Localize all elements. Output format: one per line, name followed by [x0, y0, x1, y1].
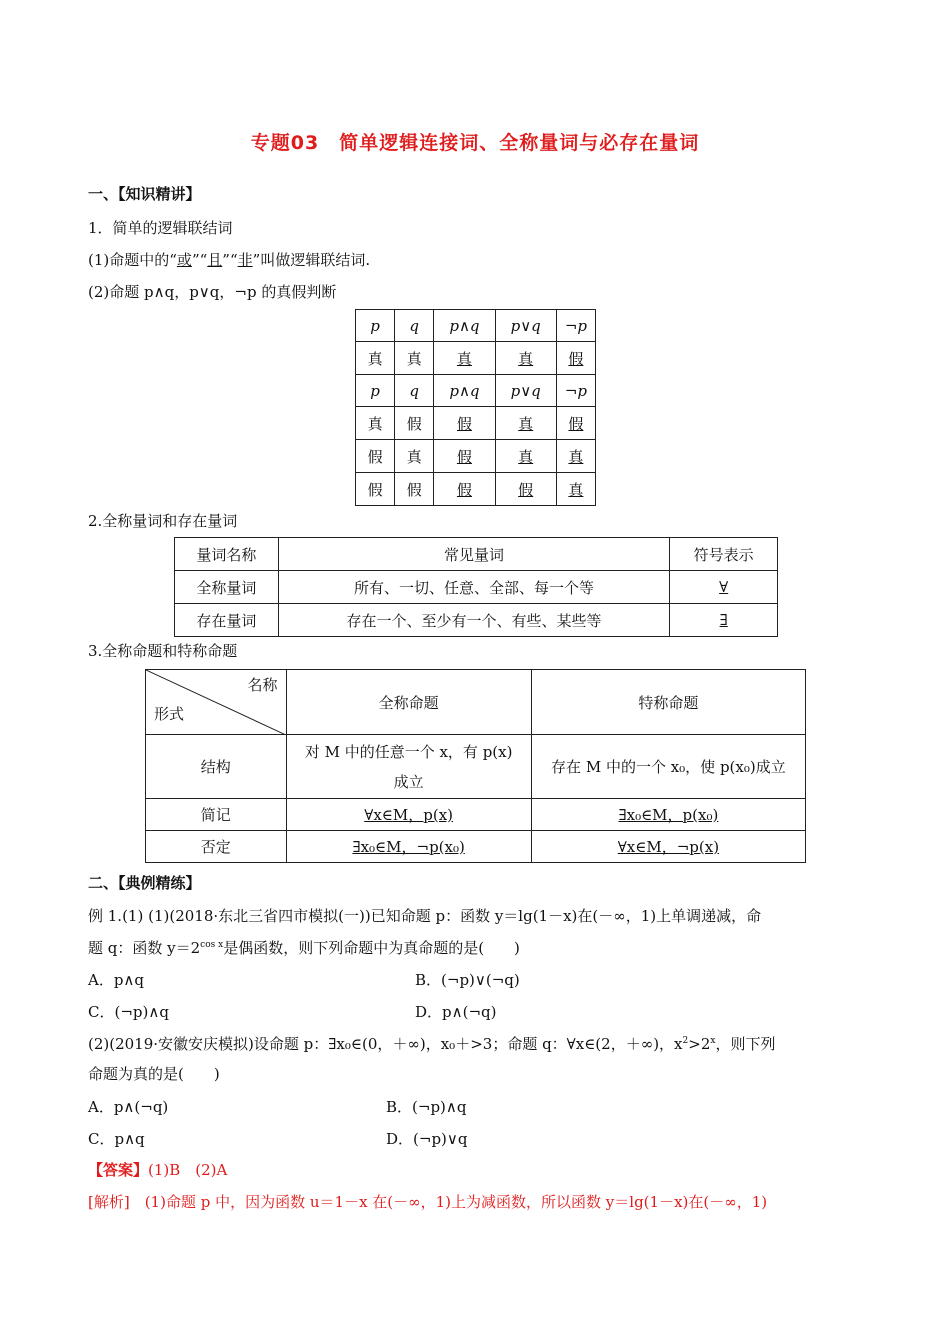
ex2-option-b: B．(¬p)∧q	[386, 1098, 467, 1116]
ex1-option-c: C．(¬p)∧q	[88, 1003, 169, 1021]
ex2-option-d: D．(¬p)∨q	[386, 1130, 468, 1148]
tt-cell: 真	[495, 407, 556, 440]
qt-header: 符号表示	[670, 538, 778, 571]
tt-cell: 真	[356, 342, 395, 375]
tt-cell: 真	[495, 342, 556, 375]
pt-corner-top: 名称	[247, 676, 278, 694]
tt-cell: 真	[356, 407, 395, 440]
answer-text: (1)B (2)A	[148, 1161, 228, 1179]
tt-cell: 假	[556, 407, 595, 440]
tt-cell: p∧q	[434, 375, 495, 407]
item2-heading: 2.全称量词和存在量词	[88, 512, 238, 530]
pt-structure-existential: 存在 M 中的一个 x₀，使 p(x₀)成立	[531, 735, 805, 799]
analysis-text: [解析] (1)命题 p 中，因为函数 u＝1－x 在(－∞，1)上为减函数，所以函数 y＝lg(1－x)在(－∞，1)	[88, 1193, 768, 1211]
tt-cell: 假	[434, 440, 495, 473]
ex1-option-a: A．p∧q	[88, 971, 145, 989]
ex1-option-b: B．(¬p)∨(¬q)	[415, 971, 520, 989]
qt-cell: ∀	[670, 571, 778, 604]
qt-header: 常见量词	[278, 538, 670, 571]
pt-row-label: 结构	[146, 735, 287, 799]
tt-cell: ¬p	[556, 375, 595, 407]
pt-cell: ∃x₀∈M，¬p(x₀)	[286, 831, 531, 863]
item3-heading: 3.全称命题和特称命题	[88, 642, 238, 660]
item1-1-text: (1)命题中的“或”“且”“非”叫做逻辑联结词.	[88, 251, 371, 269]
qt-cell: 所有、一切、任意、全部、每一个等	[278, 571, 670, 604]
tt-header-p: p	[356, 310, 395, 342]
item1-heading: 1．简单的逻辑联结词	[88, 219, 233, 237]
tt-cell: 假	[395, 407, 434, 440]
example1-line2: 题 q：函数 $y=2^{cos x}$是偶函数，则下列命题中为真命题的是( )	[88, 939, 520, 957]
ex2-option-c: C．p∧q	[88, 1130, 145, 1148]
ex2-option-a: A．p∧(¬q)	[88, 1098, 169, 1116]
qt-header: 量词名称	[175, 538, 279, 571]
tt-cell: 真	[556, 440, 595, 473]
tt-cell: 真	[495, 440, 556, 473]
tt-cell: 假	[356, 473, 395, 506]
quantifier-table	[174, 537, 778, 637]
tt-cell: p∨q	[495, 375, 556, 407]
pt-cell: ∀x∈M，p(x)	[286, 799, 531, 831]
item1-2-text: (2)命题 p∧q，p∨q，¬p 的真假判断	[88, 283, 337, 301]
pt-col2-header: 特称命题	[531, 670, 805, 735]
tt-cell: q	[395, 375, 434, 407]
tt-header-or: p∨q	[495, 310, 556, 342]
qt-cell: ∃	[670, 604, 778, 637]
tt-header-and: p∧q	[434, 310, 495, 342]
tt-cell: 假	[434, 473, 495, 506]
page-title: 专题03 简单逻辑连接词、全称量词与必存在量词	[250, 132, 700, 154]
example2-line2: 命题为真的是( )	[88, 1065, 220, 1083]
qt-cell: 存在量词	[175, 604, 279, 637]
tt-cell: 真	[556, 473, 595, 506]
tt-cell: p	[356, 375, 395, 407]
tt-cell: 真	[395, 342, 434, 375]
tt-cell: 真	[395, 440, 434, 473]
example1-line1: 例 1.(1) (1)(2018·东北三省四市模拟(一))已知命题 p：函数 y＝lg(1－x)在(－∞，1)上单调递减，命	[88, 907, 762, 925]
pt-row-label: 否定	[146, 831, 287, 863]
tt-header-q: q	[395, 310, 434, 342]
pt-row-label: 简记	[146, 799, 287, 831]
section-knowledge-heading: 一、【知识精讲】	[88, 185, 201, 203]
section-examples-heading: 二、【典例精练】	[88, 874, 201, 892]
pt-corner-bottom: 形式	[154, 705, 185, 723]
tt-cell: 假	[556, 342, 595, 375]
answer-label: 【答案】	[88, 1161, 149, 1179]
truth-table	[355, 309, 596, 506]
pt-cell: ∃x₀∈M，p(x₀)	[531, 799, 805, 831]
pt-cell: ∀x∈M，¬p(x)	[531, 831, 805, 863]
proposition-table	[145, 669, 806, 863]
pt-col1-header: 全称命题	[286, 670, 531, 735]
pt-corner-cell	[146, 670, 287, 735]
pt-structure-universal: 对 M 中的任意一个 x，有 p(x) 成立	[286, 735, 531, 799]
tt-cell: 假	[434, 407, 495, 440]
tt-cell: 假	[356, 440, 395, 473]
answer-line	[88, 1159, 227, 1180]
tt-cell: 假	[495, 473, 556, 506]
example2-line1: (2)(2019·安徽安庆模拟)设命题 p：∃x₀∈(0，＋∞)，x₀＋>3；命题 q：∀x∈(2，＋∞)，$x^2>2^x$，则下列	[88, 1035, 776, 1053]
qt-cell: 全称量词	[175, 571, 279, 604]
ex1-option-d: D．p∧(¬q)	[415, 1003, 497, 1021]
tt-cell: 真	[434, 342, 495, 375]
tt-cell: 假	[395, 473, 434, 506]
tt-header-not: ¬p	[556, 310, 595, 342]
qt-cell: 存在一个、至少有一个、有些、某些等	[278, 604, 670, 637]
